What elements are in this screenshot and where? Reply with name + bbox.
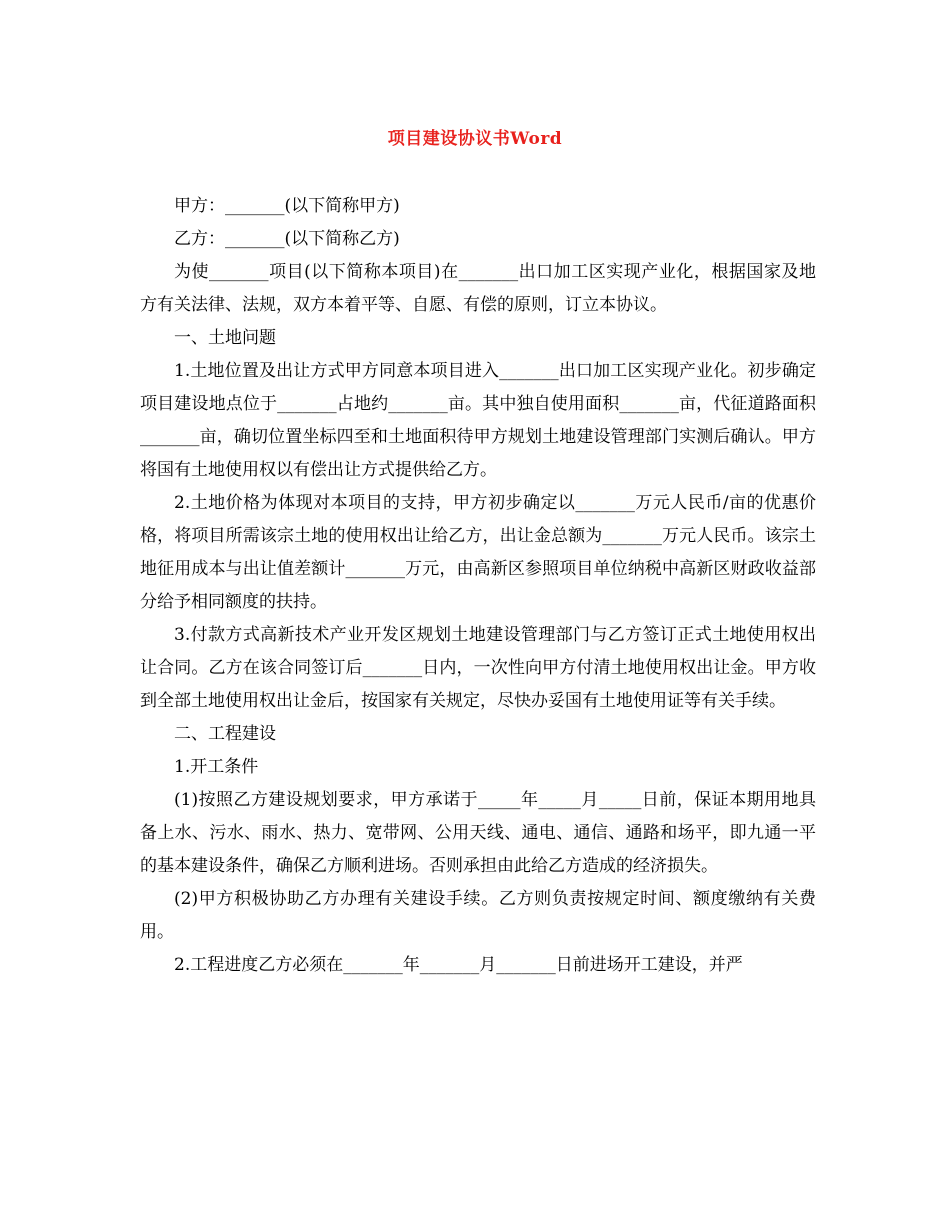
document-body <box>140 190 816 982</box>
party-b-line: 乙方：_______(以下简称乙方) <box>174 229 400 249</box>
section-heading-land: 一、土地问题 <box>174 328 276 348</box>
section-heading-construction: 二、工程建设 <box>174 724 276 744</box>
clause-project-schedule: 2.工程进度乙方必须在_______年_______月_______日前进场开工建设，并严 <box>174 955 743 975</box>
clause-payment-method: 3.付款方式高新技术产业开发区规划土地建设管理部门与乙方签订正式土地使用权出让合同。乙方在该合同签订后_______日内，一次性向甲方付清土地使用权出让金。甲方收到全部土地使用权出让金后，按国家有关规定，尽快办妥国有土地使用证等有关手续。 <box>140 625 816 711</box>
clause-land-location: 1.土地位置及出让方式甲方同意本项目进入_______出口加工区实现产业化。初步确定项目建设地点位于_______占地约_______亩。其中独自使用面积_______亩，代征道路面积_______亩，确切位置坐标四至和土地面积待甲方规划土地建设管理部门实测后确认。甲方将国有土地使用权以有偿出让方式提供给乙方。 <box>140 361 816 480</box>
clause-land-price: 2.土地价格为体现对本项目的支持，甲方初步确定以_______万元人民币/亩的优惠价格，将项目所需该宗土地的使用权出让给乙方，出让金总额为_______万元人民币。该宗土地征用成本与出让值差额计_______万元，由高新区参照项目单位纳税中高新区财政收益部分给予相同额度的扶持。 <box>140 493 816 612</box>
party-a-line: 甲方：_______(以下简称甲方) <box>174 196 400 216</box>
subheading-start-conditions: 1.开工条件 <box>174 757 259 777</box>
document-title: 项目建设协议书Word <box>387 129 563 149</box>
clause-start-condition-1: (1)按照乙方建设规划要求，甲方承诺于_____年_____月_____日前，保证本期用地具备上水、污水、雨水、热力、宽带网、公用天线、通电、通信、通路和场平，即九通一平的基本建设条件，确保乙方顺利进场。否则承担由此给乙方造成的经济损失。 <box>140 790 816 876</box>
clause-start-condition-2: (2)甲方积极协助乙方办理有关建设手续。乙方则负责按规定时间、额度缴纳有关费用。 <box>140 889 816 942</box>
preamble-paragraph: 为使_______项目(以下简称本项目)在_______出口加工区实现产业化，根据国家及地方有关法律、法规，双方本着平等、自愿、有偿的原则，订立本协议。 <box>140 262 816 315</box>
